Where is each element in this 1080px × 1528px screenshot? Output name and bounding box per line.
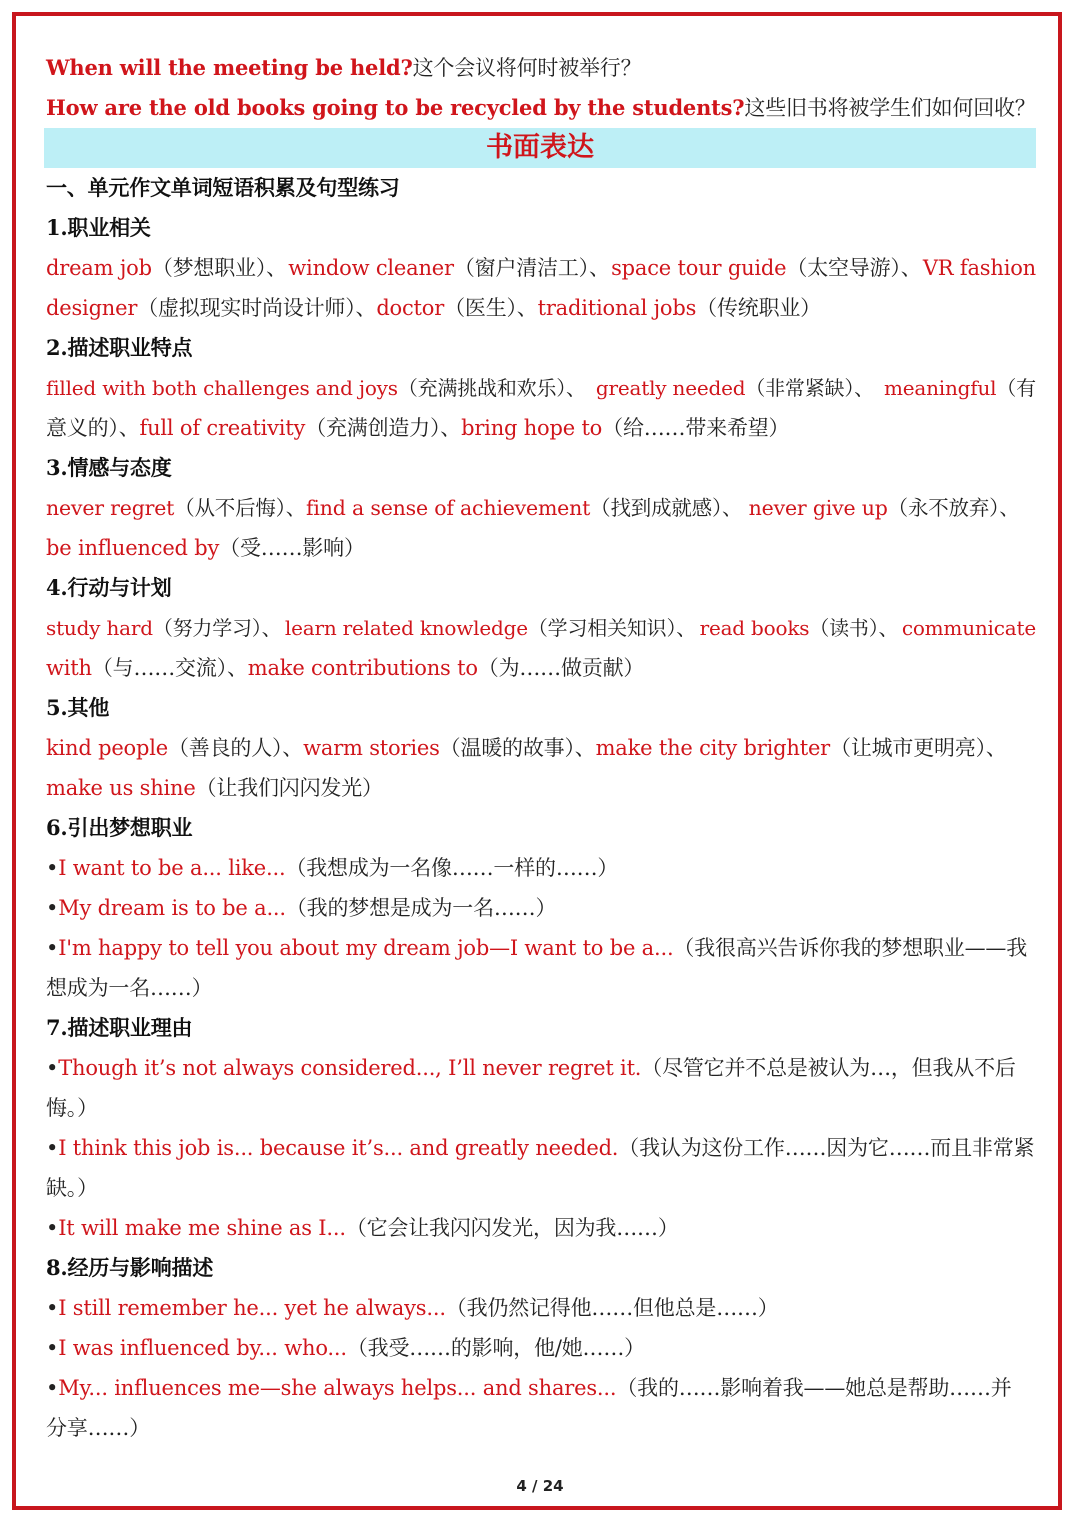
translation: （充满挑战和欢乐）、 bbox=[397, 376, 586, 400]
translation: （受……影响） bbox=[219, 536, 365, 560]
phrase: never give up bbox=[748, 496, 888, 520]
sentence-en: Though it’s not always considered..., I’ll never regret it. bbox=[58, 1056, 642, 1080]
translation: （为……做贡献） bbox=[477, 656, 645, 680]
vocab-line bbox=[46, 728, 1036, 768]
sentence-zh: （尽管它并不总是被认为…，但我从不后 bbox=[641, 1056, 1016, 1080]
vocab-line bbox=[46, 528, 1036, 568]
bullet: • bbox=[46, 1336, 59, 1360]
page-content bbox=[46, 48, 1036, 1448]
phrase: be influenced by bbox=[46, 536, 220, 560]
vocab-line bbox=[46, 648, 1036, 688]
bullet: • bbox=[46, 1056, 59, 1080]
bullet: • bbox=[46, 1296, 59, 1320]
section-banner: 书面表达 bbox=[44, 128, 1036, 168]
phrase: communicate bbox=[901, 616, 1036, 640]
question-1 bbox=[46, 48, 1036, 88]
sentence-en: I was influenced by... who... bbox=[58, 1336, 347, 1360]
heading-7: 7.描述职业理由 bbox=[46, 1015, 193, 1040]
sentence-continuation: 悔。） bbox=[46, 1096, 98, 1120]
sentence-en: I think this job is... because it’s... and greatly needed. bbox=[58, 1136, 619, 1160]
heading-2: 2.描述职业特点 bbox=[46, 335, 193, 360]
sentence-zh: （我认为这份工作……因为它……而且非常紧 bbox=[618, 1136, 1035, 1160]
question-2-en: How are the old books going to be recycled by the students? bbox=[46, 95, 745, 120]
translation: （医生）、 bbox=[444, 296, 538, 320]
phrase: find a sense of achievement bbox=[306, 496, 591, 520]
translation: （学习相关知识）、 bbox=[527, 616, 697, 640]
sentence-item bbox=[46, 1328, 1036, 1368]
sentence-item bbox=[46, 848, 1036, 888]
heading-3: 3.情感与态度 bbox=[46, 455, 172, 480]
vocab-line bbox=[46, 248, 1036, 288]
page-number: 4 / 24 bbox=[516, 1477, 564, 1495]
phrase: window cleaner bbox=[288, 256, 454, 280]
translation: （让我们闪闪发光） bbox=[195, 776, 383, 800]
bullet: • bbox=[46, 936, 59, 960]
phrase: dream job bbox=[46, 256, 152, 280]
sentence-en: I want to be a... like... bbox=[58, 856, 286, 880]
phrase: full of creativity bbox=[139, 416, 306, 440]
translation: （梦想职业）、 bbox=[151, 256, 287, 280]
phrase: meaningful bbox=[884, 376, 997, 400]
translation: （温暖的故事）、 bbox=[439, 736, 596, 760]
sentence-continuation: 分享……） bbox=[46, 1416, 150, 1440]
bullet: • bbox=[46, 1136, 59, 1160]
sentence-zh: （我的梦想是成为一名……） bbox=[285, 896, 557, 920]
sentence-zh: （我仍然记得他……但他总是……） bbox=[445, 1296, 779, 1320]
translation: （充满创造力）、 bbox=[305, 416, 462, 440]
heading-1: 1.职业相关 bbox=[46, 215, 151, 240]
translation: （传统职业） bbox=[696, 296, 821, 320]
translation: （给……带来希望） bbox=[602, 416, 790, 440]
sentence-item bbox=[46, 1208, 1036, 1248]
phrase: make the city brighter bbox=[595, 736, 831, 760]
phrase: space tour guide bbox=[611, 256, 787, 280]
vocab-line bbox=[46, 488, 1036, 528]
translation: （窗户清洁工）、 bbox=[453, 256, 610, 280]
phrase: doctor bbox=[376, 296, 445, 320]
sentence-en: My... influences me—she always helps... and shares... bbox=[58, 1376, 617, 1400]
translation: （读书）、 bbox=[809, 616, 899, 640]
translation: （与……交流）、 bbox=[91, 656, 248, 680]
phrase: with bbox=[46, 656, 92, 680]
sentence-zh: （我很高兴告诉你我的梦想职业——我 bbox=[673, 936, 1028, 960]
vocab-line bbox=[46, 368, 1036, 408]
translation: （永不放弃）、 bbox=[887, 496, 1020, 520]
vocab-line bbox=[46, 768, 1036, 808]
vocab-line bbox=[46, 408, 1036, 448]
sentence-item bbox=[46, 1048, 1036, 1088]
bullet: • bbox=[46, 856, 59, 880]
phrase: read books bbox=[699, 616, 810, 640]
question-1-en: When will the meeting be held? bbox=[46, 55, 413, 80]
phrase: VR fashion bbox=[922, 256, 1036, 280]
translation: （从不后悔）、 bbox=[174, 496, 307, 520]
sentence-continuation: 缺。） bbox=[46, 1176, 98, 1200]
sentence-item bbox=[46, 888, 1036, 928]
translation: （找到成就感）、 bbox=[590, 496, 743, 520]
sentence-en: My dream is to be a... bbox=[58, 896, 286, 920]
vocab-line bbox=[46, 608, 1036, 648]
sentence-en: I still remember he... yet he always... bbox=[58, 1296, 446, 1320]
heading-6: 6.引出梦想职业 bbox=[46, 815, 193, 840]
translation: （有 bbox=[996, 376, 1036, 400]
translation: （太空导游）、 bbox=[786, 256, 922, 280]
heading-4: 4.行动与计划 bbox=[46, 575, 172, 600]
sentence-en: I'm happy to tell you about my dream job—I want to be a... bbox=[58, 936, 674, 960]
sentence-en: It will make me shine as I... bbox=[58, 1216, 346, 1240]
phrase: make contributions to bbox=[247, 656, 478, 680]
question-1-zh: 这个会议将何时被举行？ bbox=[412, 56, 642, 80]
translation: 意义的）、 bbox=[46, 416, 140, 440]
translation: （善良的人）、 bbox=[168, 736, 304, 760]
bullet: • bbox=[46, 896, 59, 920]
phrase: make us shine bbox=[46, 776, 196, 800]
phrase: warm stories bbox=[303, 736, 440, 760]
phrase: kind people bbox=[46, 736, 168, 760]
question-2 bbox=[46, 88, 1036, 128]
question-2-zh: 这些旧书将被学生们如何回收？ bbox=[744, 96, 1036, 120]
phrase: greatly needed bbox=[595, 376, 746, 400]
heading-5: 5.其他 bbox=[46, 695, 110, 720]
phrase: designer bbox=[46, 296, 138, 320]
vocab-line bbox=[46, 288, 1036, 328]
translation: （虚拟现实时尚设计师）、 bbox=[137, 296, 377, 320]
sentence-zh: （它会让我闪闪发光，因为我……） bbox=[345, 1216, 679, 1240]
sentence-item bbox=[46, 928, 1036, 968]
bullet: • bbox=[46, 1216, 59, 1240]
translation: （让城市更明亮）、 bbox=[830, 736, 1007, 760]
phrase: traditional jobs bbox=[537, 296, 697, 320]
sentence-item bbox=[46, 1368, 1036, 1408]
sentence-zh: （我的……影响着我——她总是帮助……并 bbox=[616, 1376, 1012, 1400]
bullet: • bbox=[46, 1376, 59, 1400]
sentence-item bbox=[46, 1128, 1036, 1168]
heading-8: 8.经历与影响描述 bbox=[46, 1255, 214, 1280]
section-title: 一、单元作文单词短语积累及句型练习 bbox=[46, 175, 400, 200]
translation: （努力学习）、 bbox=[152, 616, 282, 640]
phrase: learn related knowledge bbox=[284, 616, 528, 640]
phrase: bring hope to bbox=[461, 416, 603, 440]
sentence-zh: （我想成为一名像……一样的……） bbox=[285, 856, 619, 880]
sentence-zh: （我受……的影响，他/她……） bbox=[346, 1336, 645, 1360]
sentence-item bbox=[46, 1288, 1036, 1328]
sentence-continuation: 想成为一名……） bbox=[46, 976, 213, 1000]
phrase: study hard bbox=[46, 616, 153, 640]
phrase: never regret bbox=[46, 496, 175, 520]
translation: （非常紧缺）、 bbox=[745, 376, 874, 400]
phrase: filled with both challenges and joys bbox=[46, 376, 398, 400]
